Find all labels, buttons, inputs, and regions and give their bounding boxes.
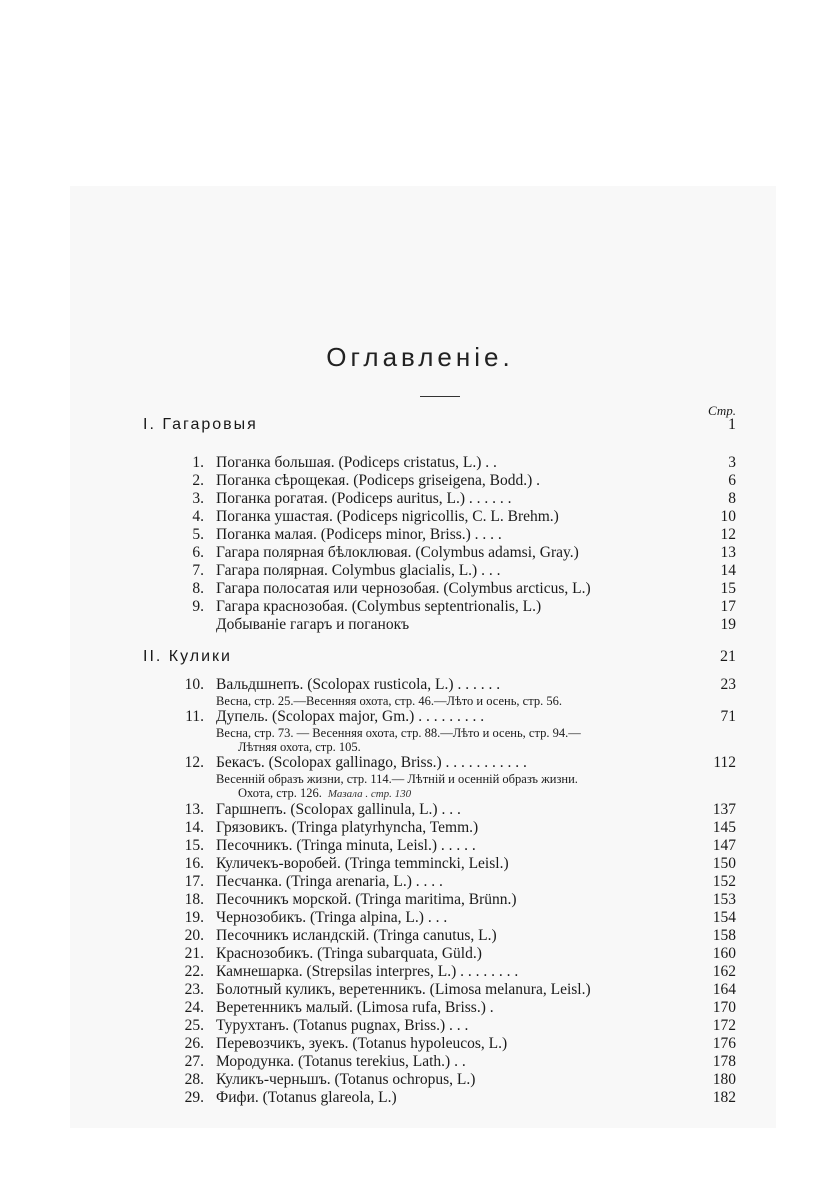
entry-title: Болотный куликъ, веретенникъ. (Limosa melanura, Leisl.) (216, 981, 591, 998)
entry-number: 7. (192, 562, 204, 579)
entry-page: 154 (712, 909, 736, 926)
toc-entry (150, 580, 736, 598)
entry-page: 12 (720, 526, 736, 543)
entry-number: 8. (192, 580, 204, 597)
entry-page: 112 (713, 754, 736, 771)
toc-entry (150, 909, 736, 927)
page-column-label: Стр. (708, 403, 736, 418)
toc-entry (150, 1017, 736, 1035)
section-1-entries (150, 454, 736, 634)
entry-page: 10 (720, 508, 736, 525)
entry-title: Песочникъ исландскій. (Tringa canutus, L.) (216, 927, 497, 944)
entry-subtopics-text: Охота, стр. 126. (238, 786, 322, 800)
entry-page: 164 (712, 981, 736, 998)
toc-entry (150, 544, 736, 562)
entry-page: 137 (712, 801, 736, 818)
entry-title: Перевозчикъ, зуекъ. (Totanus hypoleucos, L.) (216, 1035, 508, 1052)
entry-page: 8 (728, 490, 736, 507)
entry-title: Песочникъ. (Tringa minuta, Leisl.) . . . . . (216, 837, 476, 854)
entry-page: 162 (712, 963, 736, 980)
section-2-entries (150, 676, 736, 1107)
entry-number: 29. (184, 1089, 204, 1106)
toc-entry (150, 598, 736, 616)
entry-page: 145 (712, 819, 736, 836)
entry-number: 27. (184, 1053, 204, 1070)
entry-number: 9. (192, 598, 204, 615)
entry-number: 25. (184, 1017, 204, 1034)
entry-page: 170 (712, 999, 736, 1016)
entry-title: Гагара краснозобая. (Colymbus septentrionalis, L.) (216, 598, 542, 615)
entry-number: 19. (184, 909, 204, 926)
entry-title: Поганка сѣрощекая. (Podiceps griseigena, Bodd.) . (216, 472, 541, 489)
toc-entry (150, 490, 736, 508)
entry-number: 5. (192, 526, 204, 543)
entry-number: 14. (184, 819, 204, 836)
entry-title: Вальдшнепъ. (Scolopax rusticola, L.) . . . . . . (216, 676, 501, 693)
entry-number: 15. (184, 837, 204, 854)
entry-title: Куличекъ-воробей. (Tringa temmincki, Leisl.) (216, 855, 509, 872)
toc-entry (150, 963, 736, 981)
entry-page: 172 (712, 1017, 736, 1034)
page-title: Оглавленіе. (326, 342, 514, 372)
entry-number: 13. (184, 801, 204, 818)
toc-entry (150, 508, 736, 526)
entry-title: Чернозобикъ. (Tringa alpina, L.) . . . (216, 909, 448, 926)
toc-entry (150, 819, 736, 837)
entry-title: Песчанка. (Tringa arenaria, L.) . . . . (216, 873, 443, 890)
entry-number: 22. (184, 963, 204, 980)
handwritten-note: Мазала . стр. 130 (327, 788, 412, 800)
entry-page: 176 (712, 1035, 736, 1052)
section-heading-2 (143, 648, 736, 666)
entry-subtopics (150, 786, 736, 801)
section-page: 1 (728, 416, 736, 433)
entry-number: 2. (192, 472, 204, 489)
entry-title: Гагара полярная бѣлоклювая. (Colymbus adamsi, Gray.) (216, 544, 579, 561)
toc-entry (150, 873, 736, 891)
entry-number: 6. (192, 544, 204, 561)
entry-page: 15 (720, 580, 736, 597)
toc-entry (150, 616, 736, 634)
entry-page: 147 (712, 837, 736, 854)
entry-title: Дупель. (Scolopax major, Gm.) . . . . . . . . . (216, 708, 485, 725)
entry-subtopics: Весна, стр. 25.—Весенняя охота, стр. 46.—Лѣто и осень, стр. 56. (216, 694, 562, 708)
toc-entry (150, 708, 736, 726)
entry-subtopics: Весенній образъ жизни, стр. 114.— Лѣтній и осенній образъ жизни. (216, 772, 578, 786)
toc-entry (150, 454, 736, 472)
entry-title: Фифи. (Totanus glareola, L.) (216, 1089, 397, 1106)
entry-page: 182 (712, 1089, 736, 1106)
entry-title: Куликъ-черньшъ. (Totanus ochropus, L.) (216, 1071, 476, 1088)
entry-page: 23 (720, 676, 736, 693)
toc-entry (150, 1053, 736, 1071)
entry-number: 26. (184, 1035, 204, 1052)
entry-number: 24. (184, 999, 204, 1016)
toc-entry (150, 472, 736, 490)
entry-number: 4. (192, 508, 204, 525)
toc-entry (150, 676, 736, 694)
entry-page: 14 (720, 562, 736, 579)
entry-title: Гагара полосатая или чернозобая. (Colymbus arcticus, L.) (216, 580, 591, 597)
toc-entry (150, 981, 736, 999)
section-label: I. Гагаровыя (143, 416, 258, 433)
entry-number: 28. (184, 1071, 204, 1088)
entry-number: 21. (184, 945, 204, 962)
entry-number: 20. (184, 927, 204, 944)
entry-number: 17. (184, 873, 204, 890)
entry-number: 16. (184, 855, 204, 872)
entry-number: 1. (192, 454, 204, 471)
entry-title: Добываніе гагаръ и поганокъ (216, 616, 410, 633)
entry-title: Бекасъ. (Scolopax gallinago, Briss.) . . . . . . . . . . . (216, 754, 527, 771)
section-heading-1 (143, 416, 736, 434)
entry-page: 158 (712, 927, 736, 944)
entry-page: 160 (712, 945, 736, 962)
entry-page: 6 (728, 472, 736, 489)
entry-number: 10. (184, 676, 204, 693)
toc-entry (150, 754, 736, 772)
entry-number: 11. (185, 708, 204, 725)
entry-title: Веретенникъ малый. (Limosa rufa, Briss.) . (216, 999, 494, 1016)
toc-entry (150, 891, 736, 909)
entry-page: 180 (712, 1071, 736, 1088)
toc-entry (150, 1089, 736, 1107)
toc-entry (150, 801, 736, 819)
entry-page: 3 (728, 454, 736, 471)
entry-page: 17 (720, 598, 736, 615)
section-label: II. Кулики (143, 648, 232, 665)
toc-entry (150, 999, 736, 1017)
toc-entry (150, 1071, 736, 1089)
toc-entry (150, 562, 736, 580)
entry-title: Гаршнепъ. (Scolopax gallinula, L.) . . . (216, 801, 461, 818)
entry-page: 150 (712, 855, 736, 872)
entry-number: 12. (184, 754, 204, 771)
entry-number: 23. (184, 981, 204, 998)
entry-title: Поганка рогатая. (Podiceps auritus, L.) . . . . . . (216, 490, 512, 507)
entry-title: Грязовикъ. (Tringa platyrhyncha, Temm.) (216, 819, 479, 836)
entry-number: 3. (192, 490, 204, 507)
entry-title: Камнешарка. (Strepsilas interpres, L.) . . . . . . . . (216, 963, 519, 980)
title-divider (420, 396, 460, 397)
entry-title: Поганка малая. (Podiceps minor, Briss.) . . . . (216, 526, 502, 543)
entry-title: Мородунка. (Totanus terekius, Lath.) . . (216, 1053, 466, 1070)
toc-entry (150, 837, 736, 855)
entry-page: 19 (720, 616, 736, 633)
toc-entry (150, 927, 736, 945)
entry-subtopics: Лѣтняя охота, стр. 105. (238, 740, 361, 754)
entry-title: Гагара полярная. Colymbus glacialis, L.) . . . (216, 562, 501, 579)
entry-number: 18. (184, 891, 204, 908)
entry-page: 71 (720, 708, 736, 725)
entry-title: Турухтанъ. (Totanus pugnax, Briss.) . . . (216, 1017, 469, 1034)
entry-page: 178 (712, 1053, 736, 1070)
entry-title: Поганка большая. (Podiceps cristatus, L.) . . (216, 454, 497, 471)
entry-page: 152 (712, 873, 736, 890)
toc-entry (150, 1035, 736, 1053)
toc-entry (150, 526, 736, 544)
section-page: 21 (720, 648, 736, 665)
entry-subtopics: Весна, стр. 73. — Весенняя охота, стр. 88.—Лѣто и осень, стр. 94.— (216, 726, 581, 740)
entry-title: Песочникъ морской. (Tringa maritima, Brünn.) (216, 891, 517, 908)
entry-title: Краснозобикъ. (Tringa subarquata, Güld.) (216, 945, 482, 962)
toc-entry (150, 855, 736, 873)
entry-title: Поганка ушастая. (Podiceps nigricollis, C. L. Brehm.) (216, 508, 559, 525)
entry-page: 13 (720, 544, 736, 561)
toc-entry (150, 945, 736, 963)
entry-page: 153 (712, 891, 736, 908)
